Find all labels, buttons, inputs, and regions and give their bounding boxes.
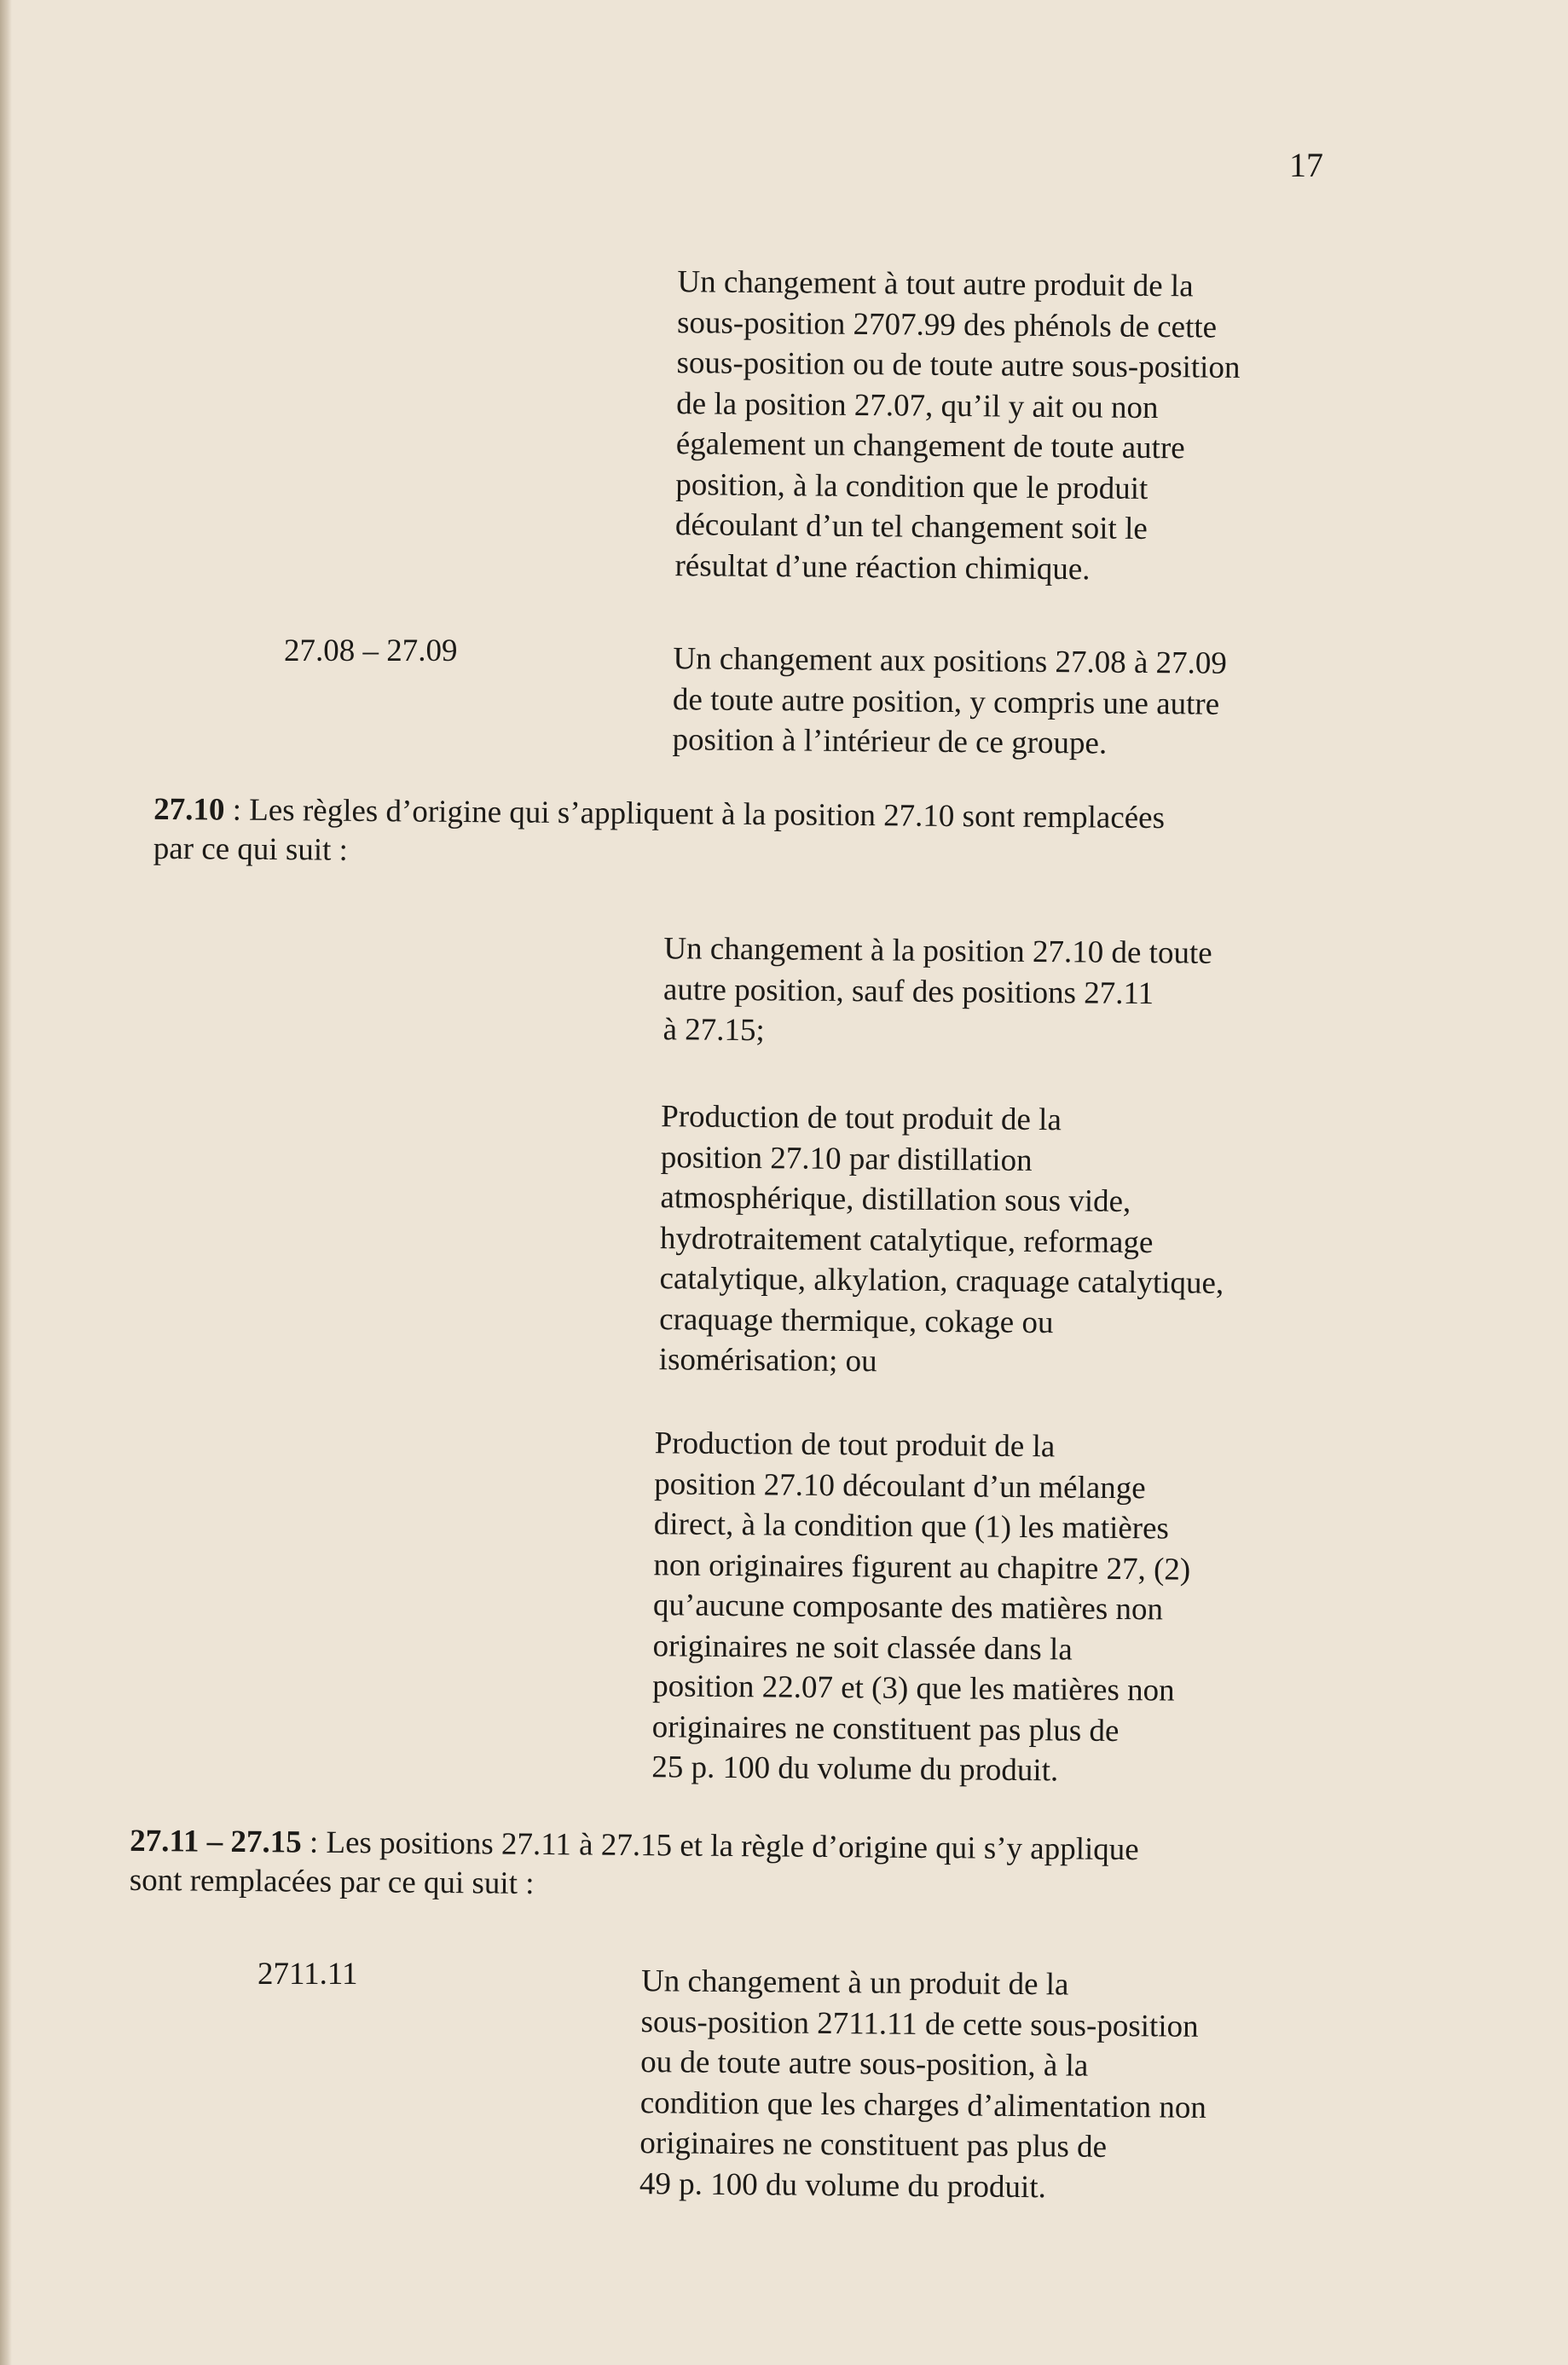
text-line: direct, à la condition que (1) les matières [653, 1506, 1170, 1547]
text-line: Un changement aux positions 27.08 à 27.09 [673, 641, 1228, 681]
page-number: 17 [1289, 146, 1323, 184]
text-line: position 27.10 par distillation [660, 1139, 1033, 1178]
text-line: résultat d’une réaction chimique. [674, 547, 1091, 587]
text-line: condition que les charges d’alimentation non [639, 2085, 1207, 2125]
text-line: 25 p. 100 du volume du produit. [651, 1749, 1059, 1789]
text-line: de la position 27.07, qu’il y ait ou non [676, 385, 1159, 425]
text-line: catalytique, alkylation, craquage catalytique, [659, 1261, 1224, 1301]
text-line: découlant d’un tel changement soit le [674, 507, 1148, 546]
text-line: hydrotraitement catalytique, reformage [659, 1220, 1154, 1260]
text-line: sous-position 2707.99 des phénols de cette [676, 304, 1218, 345]
text-line: sous-position ou de toute autre sous-position [676, 345, 1241, 385]
tariff-code-2711-11: 2711.11 [257, 1957, 358, 1992]
text-line: non originaires figurent au chapitre 27, (2) [653, 1547, 1191, 1587]
text-line: Un changement à un produit de la [640, 1963, 1069, 2003]
section-heading-2711-2715 [130, 1822, 1139, 1909]
text-line: à 27.15; [662, 1012, 765, 1049]
rule-2711-11-text [639, 1961, 1208, 2209]
text-line: ou de toute autre sous-position, à la [640, 2044, 1089, 2084]
text-line: isomérisation; ou [658, 1342, 877, 1379]
text-line: position 22.07 et (3) que les matières non [652, 1668, 1175, 1709]
tariff-code-2708-2709: 27.08 – 27.09 [284, 633, 458, 668]
text-line: craquage thermique, cokage ou [659, 1301, 1054, 1340]
text-line: originaires ne constituent pas plus de [639, 2125, 1108, 2165]
text-line: position, à la condition que le produit [675, 466, 1149, 506]
text-line: qu’aucune composante des matières non [652, 1587, 1164, 1628]
heading-text: sont remplacées par ce qui suit : [129, 1862, 535, 1901]
rule-2710-blending-text [651, 1423, 1192, 1792]
rule-2710-change-text [662, 928, 1212, 1055]
text-line: originaires ne soit classée dans la [652, 1628, 1073, 1668]
text-line: sous-position 2711.11 de cette sous-position [640, 2004, 1199, 2044]
rule-2708-2709-text [672, 639, 1227, 765]
text-line: autre position, sauf des positions 27.11 [662, 971, 1154, 1011]
text-line: atmosphérique, distillation sous vide, [660, 1180, 1131, 1219]
rule-2710-distillation-text [659, 1096, 1225, 1385]
section-heading-2710 [153, 790, 1166, 877]
page-edge-shadow [0, 0, 12, 2365]
heading-text: par ce qui suit : [153, 830, 349, 868]
heading-code: 27.11 – 27.15 [130, 1823, 302, 1860]
heading-text: : Les règles d’origine qui s’appliquent à la position 27.10 sont remplacées [224, 792, 1166, 836]
text-line: position à l’intérieur de ce groupe. [672, 722, 1108, 761]
text-line: Un changement à tout autre produit de la [677, 264, 1194, 304]
text-line: Un changement à la position 27.10 de toute [663, 931, 1212, 971]
text-line: position 27.10 découlant d’un mélange [654, 1466, 1146, 1506]
text-line: 49 p. 100 du volume du produit. [639, 2166, 1047, 2205]
text-line: de toute autre position, y compris une autre [672, 681, 1220, 722]
text-line: originaires ne constituent pas plus de [651, 1709, 1120, 1749]
heading-code: 27.10 [153, 791, 225, 828]
rule-2707-text [674, 262, 1241, 591]
text-line: Production de tout produit de la [661, 1099, 1062, 1138]
text-line: également un changement de toute autre [675, 426, 1185, 466]
text-line: Production de tout produit de la [654, 1425, 1056, 1465]
heading-text: : Les positions 27.11 à 27.15 et la règle d’origine qui s’y applique [301, 1824, 1139, 1868]
